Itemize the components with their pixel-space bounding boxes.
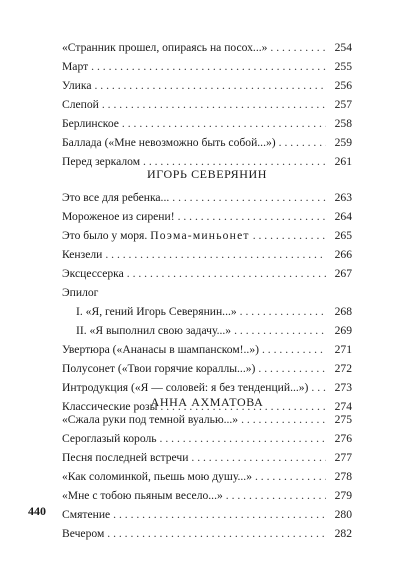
entry-title: Вечером (62, 527, 105, 540)
entry-title: Смятение (62, 508, 111, 521)
entry-page: 257 (334, 98, 352, 111)
entry-title (62, 226, 253, 245)
leader-dots (172, 188, 326, 207)
entry-page: 280 (334, 508, 352, 521)
leader-dots (279, 133, 326, 152)
toc-entry (62, 467, 352, 486)
entry-title: Песня последней встречи (62, 451, 189, 464)
toc-entry (62, 429, 352, 448)
toc-group-title: Эпилог (62, 286, 99, 299)
toc-entry (62, 57, 352, 76)
entry-page: 273 (334, 381, 352, 394)
entry-page: 265 (334, 229, 352, 242)
entry-page: 266 (334, 248, 352, 261)
section-heading: ИГОРЬ СЕВЕРЯНИН (146, 167, 268, 181)
leader-dots (102, 95, 326, 114)
entry-page: 275 (334, 413, 352, 426)
toc-entry (62, 524, 352, 543)
entry-page: 264 (334, 210, 352, 223)
toc-section-2 (62, 188, 352, 416)
toc-entry (62, 188, 352, 207)
entry-title-subtitle: Поэма-миньонет (150, 229, 250, 242)
leader-dots (226, 486, 326, 505)
toc-entry (62, 76, 352, 95)
entry-title: Улика (62, 79, 92, 92)
entry-title: II. «Я выполнил свою задачу...» (76, 324, 232, 337)
toc-entry (62, 486, 352, 505)
entry-title: «Сжала руки под темной вуалью...» (62, 413, 239, 426)
entry-title: Кензели (62, 248, 103, 261)
toc-entry (62, 410, 352, 429)
entry-title: Классические розы (62, 400, 158, 413)
entry-page: 261 (334, 155, 352, 168)
entry-title: Интродукция («Я — соловей: я без тенденций...») (62, 381, 309, 394)
entry-title: Берлинское (62, 117, 119, 130)
toc-entry (62, 359, 352, 378)
leader-dots (178, 207, 326, 226)
entry-title: «Странник прошел, опираясь на посох...» (62, 41, 268, 54)
entry-page: 269 (334, 324, 352, 337)
toc-entry (62, 226, 352, 245)
entry-title: Март (62, 60, 89, 73)
entry-page: 279 (334, 489, 352, 502)
leader-dots (234, 321, 326, 340)
leader-dots (107, 524, 326, 543)
entry-page: 274 (334, 400, 352, 413)
entry-title: Увертюра («Ананасы в шампанском!..») (62, 343, 259, 356)
entry-title: Мороженое из сирени! (62, 210, 175, 223)
toc-entry (62, 302, 352, 321)
leader-dots (191, 448, 326, 467)
entry-page: 282 (334, 527, 352, 540)
entry-page: 254 (334, 41, 352, 54)
toc-entry (62, 321, 352, 340)
entry-page: 268 (334, 305, 352, 318)
entry-page: 278 (334, 470, 352, 483)
toc-section-3 (62, 410, 352, 543)
entry-page: 258 (334, 117, 352, 130)
entry-title: Полусонет («Твои горячие кораллы...») (62, 362, 256, 375)
leader-dots (255, 467, 326, 486)
toc-entry (62, 114, 352, 133)
entry-title: Это все для ребенка... (62, 191, 170, 204)
toc-entry (62, 340, 352, 359)
entry-title: «Как соломинкой, пьешь мою душу...» (62, 470, 252, 483)
toc-entry (62, 38, 352, 57)
entry-page: 271 (334, 343, 352, 356)
leader-dots (258, 359, 326, 378)
leader-dots (113, 505, 326, 524)
entry-page: 263 (334, 191, 352, 204)
entry-title: Слепой (62, 98, 99, 111)
entry-title: Перед зеркалом (62, 155, 141, 168)
entry-page: 255 (334, 60, 352, 73)
entry-title: Сероглазый король (62, 432, 157, 445)
leader-dots (122, 114, 326, 133)
section-heading: АННА АХМАТОВА (150, 395, 264, 409)
entry-title: I. «Я, гений Игорь Северянин...» (76, 305, 237, 318)
leader-dots (240, 302, 326, 321)
entry-page: 272 (334, 362, 352, 375)
leader-dots (105, 245, 326, 264)
toc-entry (62, 245, 352, 264)
entry-page: 267 (334, 267, 352, 280)
entry-title-main: Это было у моря. (62, 229, 148, 242)
page-number: 440 (28, 504, 46, 518)
entry-page: 277 (334, 451, 352, 464)
toc-entry (62, 207, 352, 226)
leader-dots (241, 410, 326, 429)
leader-dots (127, 264, 326, 283)
toc-section-1 (62, 38, 352, 171)
entry-page: 276 (334, 432, 352, 445)
entry-page: 259 (334, 136, 352, 149)
leader-dots (95, 76, 327, 95)
leader-dots (91, 57, 326, 76)
toc-entry (62, 133, 352, 152)
leader-dots (270, 38, 326, 57)
toc-entry (62, 95, 352, 114)
entry-title: «Мне с тобою пьяным весело...» (62, 489, 223, 502)
leader-dots (253, 226, 326, 245)
toc-entry (62, 264, 352, 283)
entry-title: Баллада («Мне невозможно быть собой...») (62, 136, 276, 149)
entry-page: 256 (334, 79, 352, 92)
leader-dots (160, 429, 326, 448)
leader-dots (262, 340, 326, 359)
entry-title: Эксцессерка (62, 267, 124, 280)
toc-entry (62, 448, 352, 467)
toc-entry (62, 505, 352, 524)
